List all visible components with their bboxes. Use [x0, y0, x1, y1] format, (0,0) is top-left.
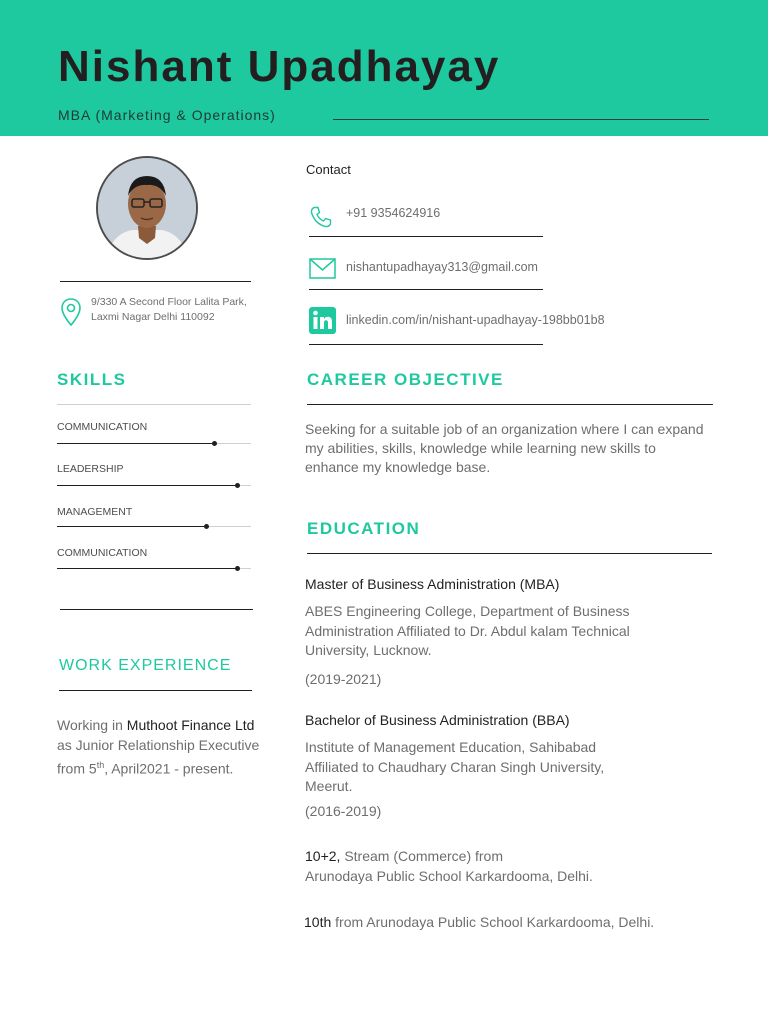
skill-bar [57, 485, 251, 486]
education-divider [307, 553, 712, 554]
twelfth-line-1 [305, 847, 705, 867]
email-icon [309, 258, 336, 279]
tenth-details [304, 913, 724, 933]
mba-line-3: University, Lucknow. [305, 642, 432, 658]
skills-divider [57, 404, 251, 405]
address-line-1: 9/330 A Second Floor Lalita Park, [91, 296, 247, 308]
mba-details [305, 602, 705, 661]
twelfth-text: Stream (Commerce) from [340, 848, 504, 864]
mba-years: (2019-2021) [305, 671, 382, 687]
email-address[interactable]: nishantupadhayay313@gmail.com [346, 260, 538, 274]
skill-bar [57, 526, 251, 527]
bba-line-3: Meerut. [305, 778, 353, 794]
header-divider [333, 119, 709, 120]
career-objective-text: Seeking for a suitable job of an organization where I can expand my abilities, skills, knowledge while learning new skills to enhance my knowledge base. [305, 421, 704, 475]
skill-bar-fill [57, 443, 214, 444]
skills-bottom-divider [60, 609, 253, 610]
skill-bar [57, 443, 251, 444]
skill-label: MANAGEMENT [57, 506, 133, 518]
bba-line-1: Institute of Management Education, Sahibabad [305, 739, 597, 755]
work-description [57, 715, 282, 779]
work-ordinal: th [96, 760, 105, 770]
work-date: , April2021 - present. [104, 760, 234, 777]
skills-title: SKILLS [57, 370, 127, 389]
company-name: Muthoot Finance Ltd [126, 717, 255, 733]
contact-title: Contact [306, 162, 351, 177]
skill-label: LEADERSHIP [57, 463, 124, 475]
bba-years: (2016-2019) [305, 803, 382, 819]
work-prefix: Working in [57, 717, 127, 733]
work-line-2: as Junior Relationship Executive [57, 737, 260, 753]
phone-icon [309, 205, 333, 229]
email-divider [309, 289, 543, 290]
linkedin-divider [309, 344, 543, 345]
linkedin-icon [309, 307, 336, 334]
address [91, 295, 247, 325]
linkedin-url[interactable]: linkedin.com/in/nishant-upadhayay-198bb01b8 [346, 313, 605, 327]
twelfth-details [305, 847, 705, 886]
twelfth-label: 10+2, [305, 848, 341, 864]
tenth-text: from Arunodaya Public School Karkardooma, Delhi. [331, 914, 655, 930]
skill-bar-fill [57, 485, 237, 486]
skill-bar-marker [235, 566, 240, 571]
education-title: EDUCATION [307, 519, 421, 538]
phone-divider [309, 236, 543, 237]
skill-bar-marker [212, 441, 217, 446]
bba-details [305, 738, 705, 797]
work-from: from 5 [57, 760, 97, 777]
profile-divider [60, 281, 251, 282]
tenth-label: 10th [304, 914, 332, 930]
skill-bar-marker [235, 483, 240, 488]
work-divider [59, 690, 252, 691]
objective-divider [307, 404, 713, 405]
skill-label: COMMUNICATION [57, 547, 148, 559]
mba-degree: Master of Business Administration (MBA) [305, 576, 560, 592]
skill-bar-fill [57, 568, 237, 569]
skill-bar [57, 568, 251, 569]
skill-bar-marker [204, 524, 209, 529]
twelfth-line-2: Arunodaya Public School Karkardooma, Delhi. [305, 867, 593, 884]
address-line-2: Laxmi Nagar Delhi 110092 [91, 311, 215, 323]
work-line-3 [57, 755, 282, 779]
candidate-subtitle: MBA (Marketing & Operations) [58, 107, 276, 123]
work-experience-title: WORK EXPERIENCE [59, 657, 232, 674]
bba-degree: Bachelor of Business Administration (BBA) [305, 712, 570, 728]
candidate-name: Nishant Upadhayay [58, 42, 501, 91]
profile-photo [96, 156, 198, 260]
skill-label: COMMUNICATION [57, 421, 148, 433]
mba-line-1: ABES Engineering College, Department of Business [305, 603, 630, 619]
phone-number[interactable]: +91 9354624916 [346, 206, 441, 220]
mba-line-2: Administration Affiliated to Dr. Abdul kalam Technical [305, 622, 630, 639]
skill-bar-fill [57, 526, 206, 527]
location-icon [60, 297, 82, 327]
bba-line-2: Affiliated to Chaudhary Charan Singh University, [305, 758, 605, 775]
work-line-1 [57, 715, 282, 735]
career-objective-title: CAREER OBJECTIVE [307, 370, 504, 389]
